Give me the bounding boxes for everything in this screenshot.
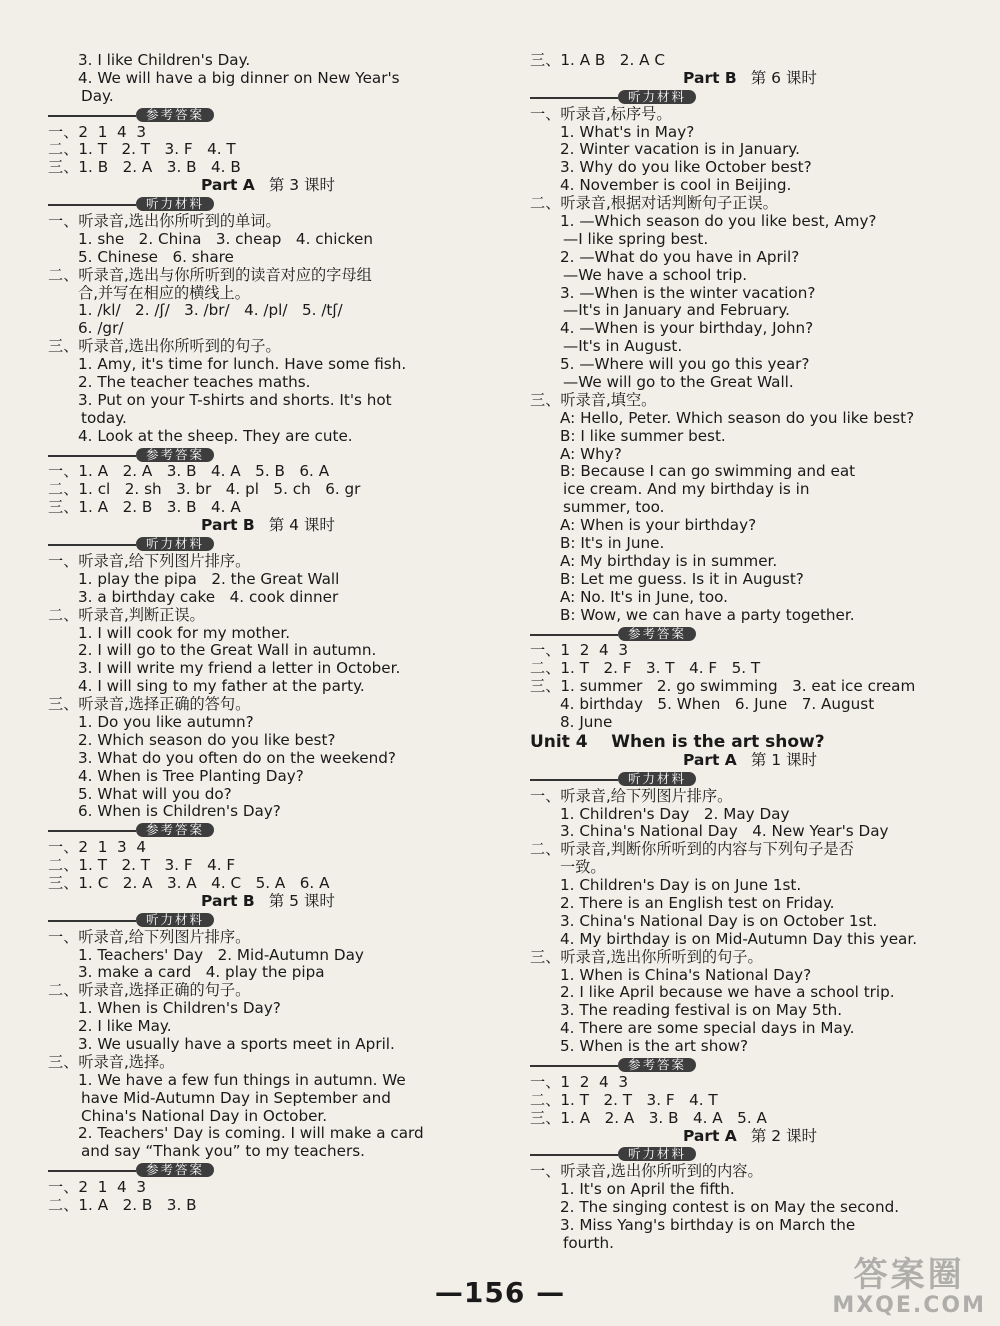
text-line: 三、听录音,选出你所听到的句子。 bbox=[530, 948, 763, 966]
text-line: 3. What do you often do on the weekend? bbox=[78, 749, 396, 767]
watermark-top: 答案圈 bbox=[853, 1255, 965, 1295]
text-line: 1. When is Children's Day? bbox=[78, 1000, 281, 1018]
text-line: 3. Put on your T-shirts and shorts. It's hot bbox=[78, 391, 392, 409]
lesson-heading bbox=[48, 893, 488, 911]
section-tag-row bbox=[48, 1161, 488, 1179]
text-line: 3. I will write my friend a letter in October. bbox=[78, 660, 401, 678]
text-line: 二、1. T 2. T 3. F 4. T bbox=[530, 1091, 718, 1109]
text-line: 三、1. B 2. A 3. B 4. B bbox=[48, 159, 241, 177]
text-line: 2. I will go to the Great Wall in autumn. bbox=[78, 642, 377, 660]
watermark-logo bbox=[832, 1256, 986, 1318]
text-line: have Mid-Autumn Day in September and bbox=[81, 1089, 391, 1107]
text-line: 5. Chinese 6. share bbox=[78, 248, 234, 266]
section-tag-row bbox=[530, 625, 970, 643]
text-line: 二、1. cl 2. sh 3. br 4. pl 5. ch 6. gr bbox=[48, 481, 361, 499]
text-line: today. bbox=[81, 409, 127, 427]
text-line: 一、听录音,标序号。 bbox=[530, 105, 672, 123]
text-line: B: Because I can go swimming and eat bbox=[560, 463, 856, 481]
text-line: A: When is your birthday? bbox=[560, 517, 757, 535]
text-line: 三、1. summer 2. go swimming 3. eat ice cream bbox=[530, 678, 916, 696]
text-line: 8. June bbox=[560, 713, 613, 731]
text-line: 1. We have a few fun things in autumn. We bbox=[78, 1071, 406, 1089]
text-line: 6. When is Children's Day? bbox=[78, 803, 281, 821]
text-line: 1. Teachers' Day 2. Mid-Autumn Day bbox=[78, 946, 364, 964]
text-line: Day. bbox=[81, 87, 114, 105]
text-line: 一、2 1 3 4 bbox=[48, 839, 146, 857]
text-line: 2. —What do you have in April? bbox=[560, 248, 800, 266]
divider-rule bbox=[530, 779, 618, 781]
text-line: —It's in January and February. bbox=[563, 302, 790, 320]
lesson-part: Part B bbox=[201, 516, 255, 535]
text-line: 三、听录音,选择。 bbox=[48, 1053, 175, 1071]
text-line: 1. Children's Day is on June 1st. bbox=[560, 877, 802, 895]
text-line: 3. China's National Day is on October 1st. bbox=[560, 912, 878, 930]
watermark-bottom: MXQE.COM bbox=[832, 1293, 986, 1318]
text-line: 一、听录音,选出你所听到的单词。 bbox=[48, 213, 281, 231]
divider-rule bbox=[48, 115, 136, 117]
text-line: 5. —Where will you go this year? bbox=[560, 356, 810, 374]
text-line: China's National Day in October. bbox=[81, 1107, 328, 1125]
text-line: 三、听录音,选择正确的答句。 bbox=[48, 696, 251, 714]
text-line: 1. I will cook for my mother. bbox=[78, 624, 291, 642]
lesson-heading bbox=[530, 752, 970, 770]
text-line: 一、1. A 2. A 3. B 4. A 5. B 6. A bbox=[48, 463, 330, 481]
text-line: 3. Why do you like October best? bbox=[560, 159, 812, 177]
text-line: 4. birthday 5. When 6. June 7. August bbox=[560, 696, 875, 714]
text-line: 1. —Which season do you like best, Amy? bbox=[560, 213, 877, 231]
lesson-heading bbox=[48, 517, 488, 535]
text-line: 3. Miss Yang's birthday is on March the bbox=[560, 1217, 856, 1234]
text-line: 2. Teachers' Day is coming. I will make a card bbox=[78, 1125, 424, 1143]
text-line: 二、1. T 2. T 3. F 4. F bbox=[48, 857, 236, 875]
text-line: 4. —When is your birthday, John? bbox=[560, 320, 814, 338]
lesson-part: Part B bbox=[683, 68, 737, 87]
divider-rule bbox=[530, 1154, 618, 1156]
text-line: 一、听录音,选出你所听到的内容。 bbox=[530, 1163, 763, 1181]
text-line: 二、1. T 2. F 3. T 4. F 5. T bbox=[530, 660, 761, 678]
text-line: 三、1. A 2. B 3. B 4. A bbox=[48, 499, 241, 517]
text-line: 二、1. A 2. B 3. B bbox=[48, 1197, 197, 1214]
text-line: and say “Thank you” to my teachers. bbox=[81, 1143, 365, 1161]
text-line: 二、听录音,选出与你所听到的读音对应的字母组 bbox=[48, 266, 372, 284]
lesson-heading bbox=[530, 70, 970, 88]
lesson-part: Part B bbox=[201, 891, 255, 910]
text-line: 5. When is the art show? bbox=[560, 1038, 749, 1056]
divider-rule bbox=[48, 455, 136, 457]
text-line: 一、听录音,给下列图片排序。 bbox=[48, 928, 251, 946]
text-line: fourth. bbox=[563, 1234, 614, 1252]
text-line: summer, too. bbox=[563, 499, 665, 517]
text-line: 2. I like May. bbox=[78, 1018, 172, 1036]
text-line: 2. Winter vacation is in January. bbox=[560, 141, 800, 159]
text-line: 4. My birthday is on Mid-Autumn Day this year. bbox=[560, 930, 918, 948]
section-tag: 参考答案 bbox=[136, 448, 214, 462]
section-tag-row bbox=[48, 535, 488, 553]
text-line: 2. I like April because we have a school trip. bbox=[560, 984, 895, 1002]
text-line: 3. China's National Day 4. New Year's Day bbox=[560, 823, 889, 841]
section-tag: 听力材料 bbox=[136, 537, 214, 551]
lesson-part: Part A bbox=[682, 750, 737, 769]
section-tag: 参考答案 bbox=[618, 1058, 696, 1072]
text-line: 1. It's on April the fifth. bbox=[560, 1181, 735, 1199]
lesson-number: 第 3 课时 bbox=[268, 176, 336, 195]
unit-title: Unit 4 When is the art show? bbox=[530, 731, 825, 752]
text-line: 二、听录音,判断正误。 bbox=[48, 606, 205, 624]
section-tag-row bbox=[48, 106, 488, 124]
lesson-number: 第 1 课时 bbox=[750, 750, 818, 769]
text-line: 2. There is an English test on Friday. bbox=[560, 894, 835, 912]
section-tag-row bbox=[48, 911, 488, 929]
text-line: 4. I will sing to my father at the party. bbox=[78, 678, 365, 696]
page-number: —156 — bbox=[434, 1276, 566, 1309]
lesson-number: 第 2 课时 bbox=[750, 1126, 818, 1145]
text-line: 4. We will have a big dinner on New Year's bbox=[78, 69, 400, 87]
text-line: 3. a birthday cake 4. cook dinner bbox=[78, 588, 339, 606]
section-tag-row bbox=[48, 195, 488, 213]
section-tag-row bbox=[530, 88, 970, 106]
section-tag: 听力材料 bbox=[136, 197, 214, 211]
text-line: 一、听录音,给下列图片排序。 bbox=[530, 787, 733, 805]
section-tag: 听力材料 bbox=[136, 913, 214, 927]
text-line: 1. play the pipa 2. the Great Wall bbox=[78, 570, 340, 588]
text-line: 4. There are some special days in May. bbox=[560, 1020, 855, 1038]
divider-rule bbox=[48, 830, 136, 832]
text-line: —We will go to the Great Wall. bbox=[563, 374, 794, 392]
text-line: A: No. It's in June, too. bbox=[560, 588, 728, 606]
text-line: 一、听录音,给下列图片排序。 bbox=[48, 552, 251, 570]
text-line: 二、听录音,根据对话判断句子正误。 bbox=[530, 195, 778, 213]
text-line: 1. When is China's National Day? bbox=[560, 966, 812, 984]
text-line: B: Wow, we can have a party together. bbox=[560, 606, 855, 624]
text-line: A: Why? bbox=[560, 445, 622, 463]
section-tag: 参考答案 bbox=[136, 823, 214, 837]
text-line: 1. Children's Day 2. May Day bbox=[560, 805, 790, 823]
text-line: B: It's in June. bbox=[560, 535, 665, 553]
section-tag-row bbox=[530, 1056, 970, 1074]
section-tag: 参考答案 bbox=[618, 627, 696, 641]
text-line: 3. The reading festival is on May 5th. bbox=[560, 1002, 843, 1020]
lesson-number: 第 4 课时 bbox=[268, 516, 335, 535]
divider-rule bbox=[530, 634, 618, 636]
text-line: 三、听录音,填空。 bbox=[530, 391, 657, 409]
text-line: 二、听录音,判断你所听到的内容与下列句子是否 bbox=[530, 841, 854, 859]
left-column bbox=[48, 52, 488, 1215]
text-line: 2. The singing contest is on May the second. bbox=[560, 1199, 900, 1217]
text-line: 1. Amy, it's time for lunch. Have some fish. bbox=[78, 356, 407, 374]
text-line: A: My birthday is in summer. bbox=[560, 552, 778, 570]
text-line: 6. /gr/ bbox=[78, 320, 124, 338]
text-line: 4. November is cool in Beijing. bbox=[560, 177, 792, 195]
right-column bbox=[530, 52, 970, 1253]
text-line: 三、1. A 2. A 3. B 4. A 5. A bbox=[530, 1109, 767, 1127]
text-line: 3. We usually have a sports meet in April. bbox=[78, 1035, 395, 1053]
lesson-heading bbox=[48, 177, 488, 195]
divider-rule bbox=[48, 204, 136, 206]
text-line: 合,并写在相应的横线上。 bbox=[78, 284, 250, 302]
text-line: 4. When is Tree Planting Day? bbox=[78, 767, 304, 785]
text-line: 5. What will you do? bbox=[78, 785, 232, 803]
text-line: A: Hello, Peter. Which season do you like best? bbox=[560, 409, 915, 427]
text-line: —I like spring best. bbox=[563, 230, 709, 248]
section-tag: 听力材料 bbox=[618, 90, 696, 104]
section-tag: 听力材料 bbox=[618, 772, 696, 786]
text-line: 2. The teacher teaches maths. bbox=[78, 374, 311, 392]
lesson-part: Part A bbox=[682, 1126, 737, 1145]
divider-rule bbox=[48, 920, 136, 922]
text-line: 一、2 1 4 3 bbox=[48, 1179, 146, 1197]
text-line: 2. Which season do you like best? bbox=[78, 731, 336, 749]
section-tag: 听力材料 bbox=[618, 1147, 696, 1161]
text-line: 1. /kl/ 2. /ʃ/ 3. /br/ 4. /pl/ 5. /tʃ/ bbox=[78, 302, 343, 320]
text-line: 一致。 bbox=[560, 859, 606, 877]
text-line: —We have a school trip. bbox=[563, 266, 748, 284]
text-line: B: Let me guess. Is it in August? bbox=[560, 570, 804, 588]
text-line: 3. —When is the winter vacation? bbox=[560, 284, 816, 302]
text-line: 3. I like Children's Day. bbox=[78, 52, 251, 69]
text-line: 3. make a card 4. play the pipa bbox=[78, 964, 325, 982]
text-line: 二、1. T 2. T 3. F 4. T bbox=[48, 141, 236, 159]
section-tag: 参考答案 bbox=[136, 1163, 214, 1177]
section-tag-row bbox=[530, 770, 970, 788]
text-line: 一、1 2 4 3 bbox=[530, 642, 628, 660]
lesson-number: 第 5 课时 bbox=[268, 891, 335, 910]
text-line: —It's in August. bbox=[563, 338, 683, 356]
text-line: 二、听录音,选择正确的句子。 bbox=[48, 982, 251, 1000]
text-line: ice cream. And my birthday is in bbox=[563, 481, 810, 499]
text-line: 三、听录音,选出你所听到的句子。 bbox=[48, 338, 281, 356]
text-line: 一、1 2 4 3 bbox=[530, 1073, 628, 1091]
lesson-heading bbox=[530, 1128, 970, 1146]
text-line: 4. Look at the sheep. They are cute. bbox=[78, 427, 353, 445]
text-line: 1. What's in May? bbox=[560, 123, 695, 141]
lesson-number: 第 6 课时 bbox=[750, 68, 817, 87]
lesson-part: Part A bbox=[200, 176, 255, 195]
text-line: 一、2 1 4 3 bbox=[48, 123, 146, 141]
text-line: B: I like summer best. bbox=[560, 427, 726, 445]
divider-rule bbox=[48, 544, 136, 546]
section-tag-row bbox=[530, 1145, 970, 1163]
divider-rule bbox=[530, 97, 618, 99]
divider-rule bbox=[48, 1170, 136, 1172]
divider-rule bbox=[530, 1065, 618, 1067]
text-line: 1. Do you like autumn? bbox=[78, 713, 254, 731]
text-line: 三、1. C 2. A 3. A 4. C 5. A 6. A bbox=[48, 874, 330, 892]
section-tag: 参考答案 bbox=[136, 108, 214, 122]
text-line: 三、1. A B 2. A C bbox=[530, 52, 665, 69]
section-tag-row bbox=[48, 446, 488, 464]
section-tag-row bbox=[48, 821, 488, 839]
text-line: 1. she 2. China 3. cheap 4. chicken bbox=[78, 230, 374, 248]
